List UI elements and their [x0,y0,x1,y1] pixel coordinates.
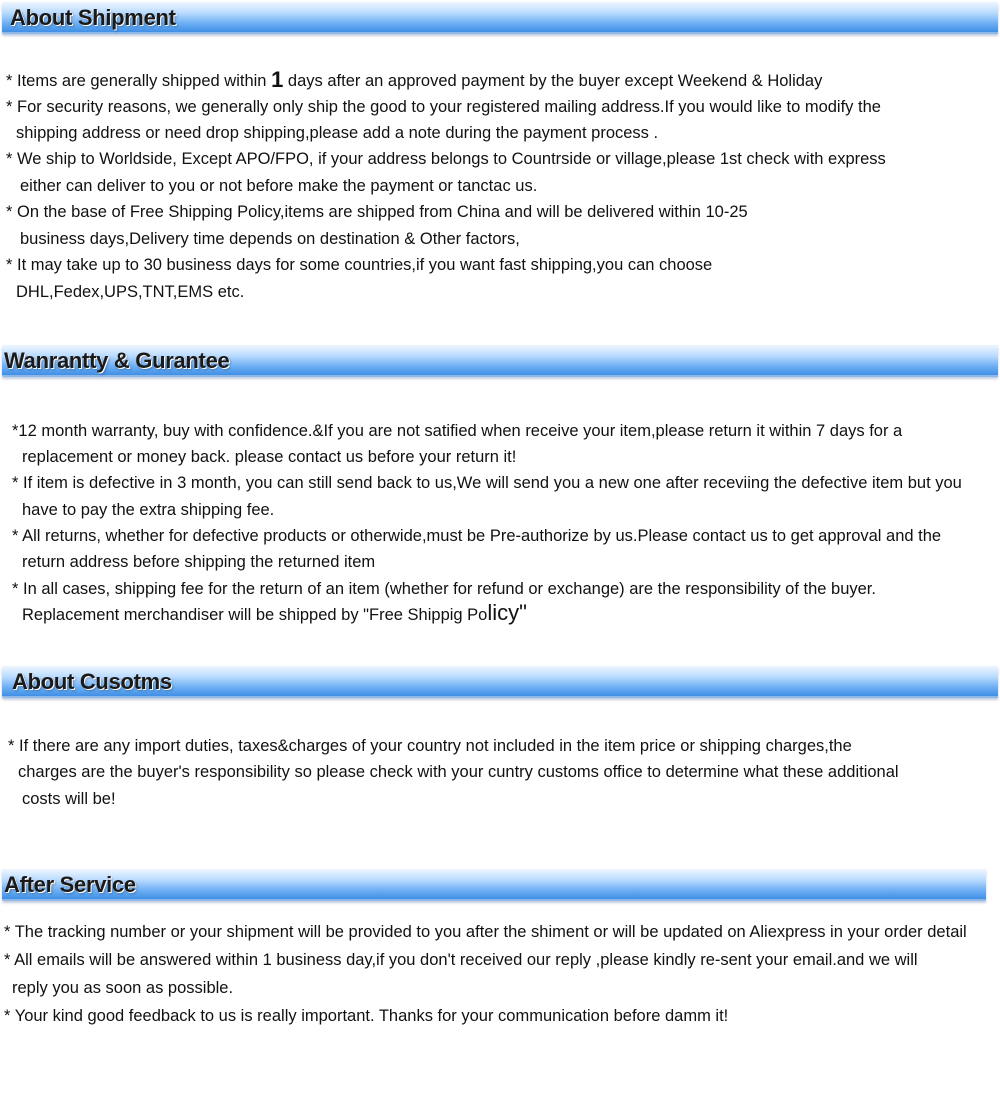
warranty-line-1: *12 month warranty, buy with confidence.&If you are not satified when receive your item,please return it within 7 days for a [12,422,903,440]
warranty-line-8: Replacement merchandiser will be shipped by "Free Shippig Policy" [22,600,527,625]
warranty-header-banner [2,345,998,377]
customs-header-banner [2,666,998,698]
shipment-header-banner [2,2,998,34]
service-line-1: * The tracking number or your shipment will be provided to you after the shiment or will be updated on Aliexpress in your order detail [4,923,967,941]
warranty-line-4: have to pay the extra shipping fee. [22,501,275,519]
service-line-2: * All emails will be answered within 1 business day,if you don't received our reply ,please kindly re-sent your email.and we will [4,951,918,969]
shipment-line-2: * For security reasons, we generally only ship the good to your registered mailing address.If you would like to modify the [6,98,881,116]
warranty-line-6: return address before shipping the returned item [22,553,376,571]
shipment-line-1: * Items are generally shipped within 1 days after an approved payment by the buyer except Weekend & Holiday [6,67,823,92]
warranty-header-title: Wanrantty & Gurantee [4,348,230,373]
customs-header-title: About Cusotms [12,669,172,694]
service-line-4: * Your kind good feedback to us is really important. Thanks for your communication before damm it! [4,1007,729,1025]
shipment-line-7: business days,Delivery time depends on destination & Other factors, [20,230,520,248]
customs-line-2: charges are the buyer's responsibility so please check with your cuntry customs office to determine what these additional [18,763,899,781]
shipment-days-number: 1 [271,67,284,92]
warranty-line-5: * All returns, whether for defective products or otherwide,must be Pre-authorize by us.Please contact us to get approval and the [12,527,942,545]
customs-line-3: costs will be! [22,790,116,808]
service-header-banner [2,869,986,901]
customs-line-1: * If there are any import duties, taxes&charges of your country not included in the item price or shipping charges,the [8,737,852,755]
shipment-header-title: About Shipment [10,5,176,30]
warranty-line-3: * If item is defective in 3 month, you can still send back to us,We will send you a new one after receviing the defective item but you [12,474,962,492]
shipment-line-3: shipping address or need drop shipping,please add a note during the payment process . [16,124,659,142]
shipment-line-8: * It may take up to 30 business days for some countries,if you want fast shipping,you can choose [6,256,713,274]
service-header-title: After Service [4,872,136,897]
shipment-line-6: * On the base of Free Shipping Policy,items are shipped from China and will be delivered within 10-25 [6,203,748,221]
shipment-line-5: either can deliver to you or not before make the payment or tanctac us. [20,177,538,195]
shipment-line-4: * We ship to Worldside, Except APO/FPO, if your address belongs to Countrside or village,please 1st check with express [6,150,886,168]
shipment-line-9: DHL,Fedex,UPS,TNT,EMS etc. [16,283,245,301]
service-line-3: reply you as soon as possible. [12,979,234,997]
warranty-line-7: * In all cases, shipping fee for the return of an item (whether for refund or exchange) are the responsibility of the buyer. [12,580,876,598]
warranty-line-2: replacement or money back. please contact us before your return it! [22,448,517,466]
